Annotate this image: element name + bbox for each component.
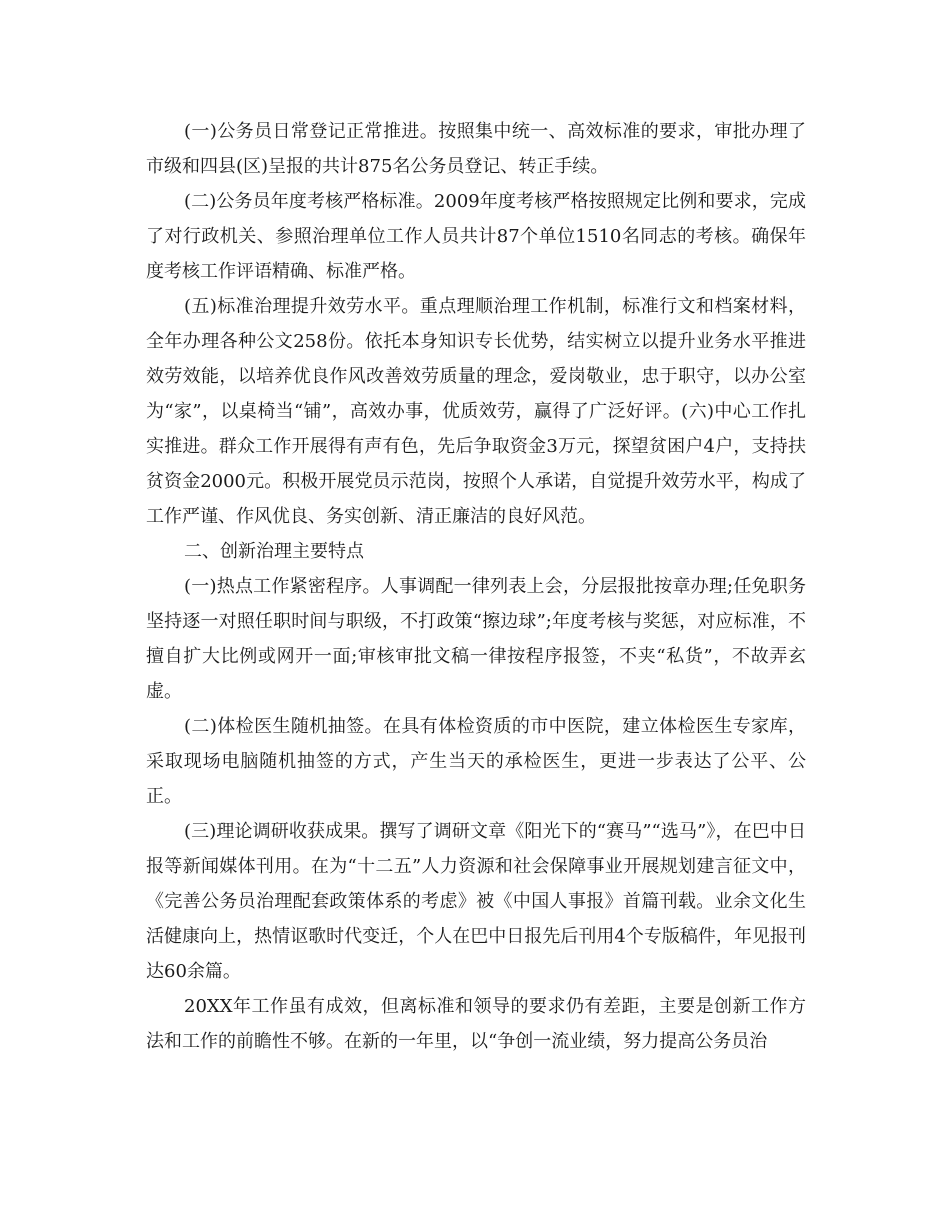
paragraph-annual-review: (二)公务员年度考核严格标准。2009年度考核严格按照规定比例和要求，完成了对行政机关、参照治理单位工作人员共计87个单位1510名同志的考核。确保年度考核工作评语精确、标准严格。 [146,191,806,282]
paragraph-summary: 20XX年工作虽有成效，但离标准和领导的要求仍有差距，主要是创新工作方法和工作的前瞻性不够。在新的一年里，以“争创一流业绩，努力提高公务员治 [146,996,806,1052]
document-body [146,114,806,1059]
paragraph-service-level: (五)标准治理提升效劳水平。重点理顺治理工作机制，标准行文和档案材料，全年办理各种公文258份。依托本身知识专长优势，结实树立以提升业务水平推进效劳效能，以培养优良作风改善效劳质量的理念，爱岗敬业，忠于职守，以办公室为“家”，以桌椅当“铺”，高效办事，优质效劳，赢得了广泛好评。(六)中心工作扎实推进。群众工作开展得有声有色，先后争取资金3万元，探望贫困户4户，支持扶贫资金2000元。积极开展党员示范岗，按照个人承诺，自觉提升效劳水平，构成了工作严谨、作风优良、务实创新、清正廉洁的良好风范。 [146,296,806,527]
paragraph-research: (三)理论调研收获成果。撰写了调研文章《阳光下的“赛马”“选马”》，在巴中日报等新闻媒体刊用。在为“十二五”人力资源和社会保障事业开展规划建言征文中，《完善公务员治理配套政策体系的考虑》被《中国人事报》首篇刊载。业余文化生活健康向上，热情讴歌时代变迁，个人在巴中日报先后刊用4个专版稿件，年见报刊达60余篇。 [146,821,806,982]
paragraph-registration: (一)公务员日常登记正常推进。按照集中统一、高效标准的要求，审批办理了市级和四县(区)呈报的共计875名公务员登记、转正手续。 [146,121,806,177]
paragraph-doctor-lottery: (二)体检医生随机抽签。在具有体检资质的市中医院，建立体检医生专家库，采取现场电脑随机抽签的方式，产生当天的承检医生，更进一步表达了公平、公正。 [146,716,806,807]
paragraph-procedures: (一)热点工作紧密程序。人事调配一律列表上会，分层报批按章办理;任免职务坚持逐一对照任职时间与职级，不打政策“擦边球”;年度考核与奖惩，对应标准，不擅自扩大比例或网开一面;审核审批文稿一律按程序报签，不夹“私货”，不故弄玄虚。 [146,576,806,702]
section-heading-innovation: 二、创新治理主要特点 [184,541,364,562]
